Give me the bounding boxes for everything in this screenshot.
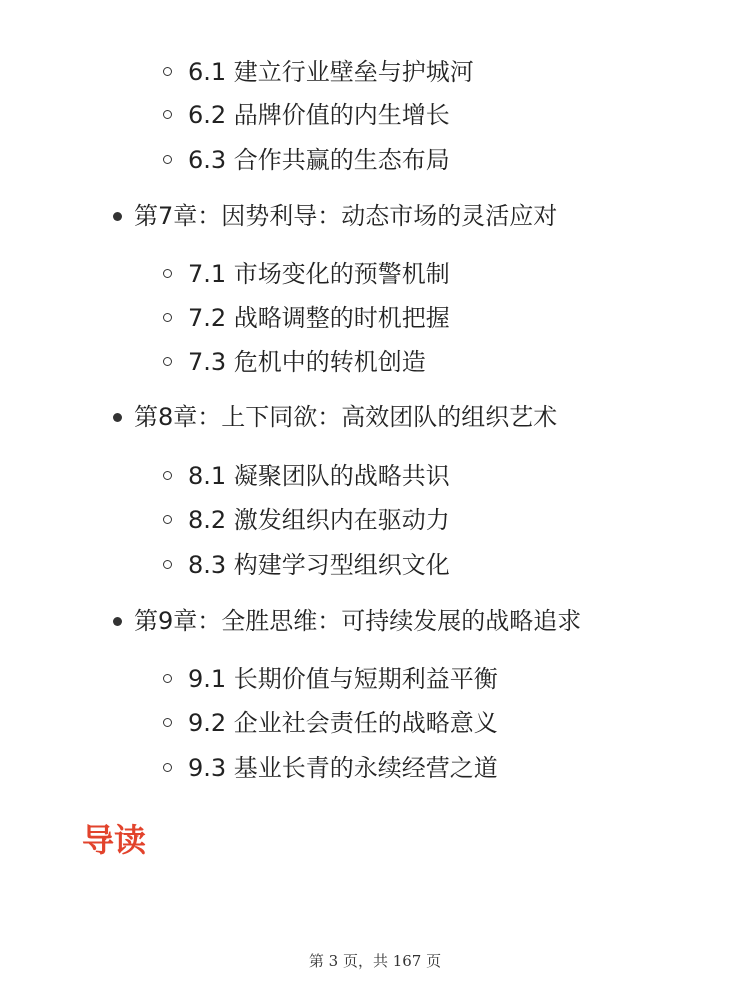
toc-subitem-9-3[interactable]: 9.3 基业长青的永续经营之道 (188, 754, 498, 782)
toc-subitem-7-2[interactable]: 7.2 战略调整的时机把握 (188, 304, 450, 332)
hollow-bullet-icon (163, 560, 172, 569)
toc-subitem-6-1[interactable]: 6.1 建立行业壁垒与护城河 (188, 58, 474, 86)
hollow-bullet-icon (163, 155, 172, 164)
toc-chapter-9[interactable]: 第9章：全胜思维：可持续发展的战略追求 (134, 607, 582, 635)
section-heading-guide: 导读 (82, 821, 147, 859)
hollow-bullet-icon (163, 313, 172, 322)
hollow-bullet-icon (163, 357, 172, 366)
toc-subitem-8-3[interactable]: 8.3 构建学习型组织文化 (188, 551, 450, 579)
hollow-bullet-icon (163, 763, 172, 772)
toc-subitem-6-3[interactable]: 6.3 合作共赢的生态布局 (188, 146, 450, 174)
hollow-bullet-icon (163, 269, 172, 278)
solid-bullet-icon (113, 617, 122, 626)
page-number-footer: 第 3 页，共 167 页 (308, 952, 442, 970)
toc-subitem-6-2[interactable]: 6.2 品牌价值的内生增长 (188, 101, 450, 129)
solid-bullet-icon (113, 212, 122, 221)
hollow-bullet-icon (163, 471, 172, 480)
hollow-bullet-icon (163, 515, 172, 524)
hollow-bullet-icon (163, 110, 172, 119)
toc-subitem-9-1[interactable]: 9.1 长期价值与短期利益平衡 (188, 665, 498, 693)
toc-subitem-9-2[interactable]: 9.2 企业社会责任的战略意义 (188, 709, 498, 737)
hollow-bullet-icon (163, 718, 172, 727)
solid-bullet-icon (113, 413, 122, 422)
toc-subitem-8-2[interactable]: 8.2 激发组织内在驱动力 (188, 506, 450, 534)
hollow-bullet-icon (163, 67, 172, 76)
toc-chapter-8[interactable]: 第8章：上下同欲：高效团队的组织艺术 (134, 403, 558, 431)
hollow-bullet-icon (163, 674, 172, 683)
toc-chapter-7[interactable]: 第7章：因势利导：动态市场的灵活应对 (134, 202, 558, 230)
toc-subitem-8-1[interactable]: 8.1 凝聚团队的战略共识 (188, 462, 450, 490)
toc-subitem-7-1[interactable]: 7.1 市场变化的预警机制 (188, 260, 450, 288)
toc-subitem-7-3[interactable]: 7.3 危机中的转机创造 (188, 348, 426, 376)
